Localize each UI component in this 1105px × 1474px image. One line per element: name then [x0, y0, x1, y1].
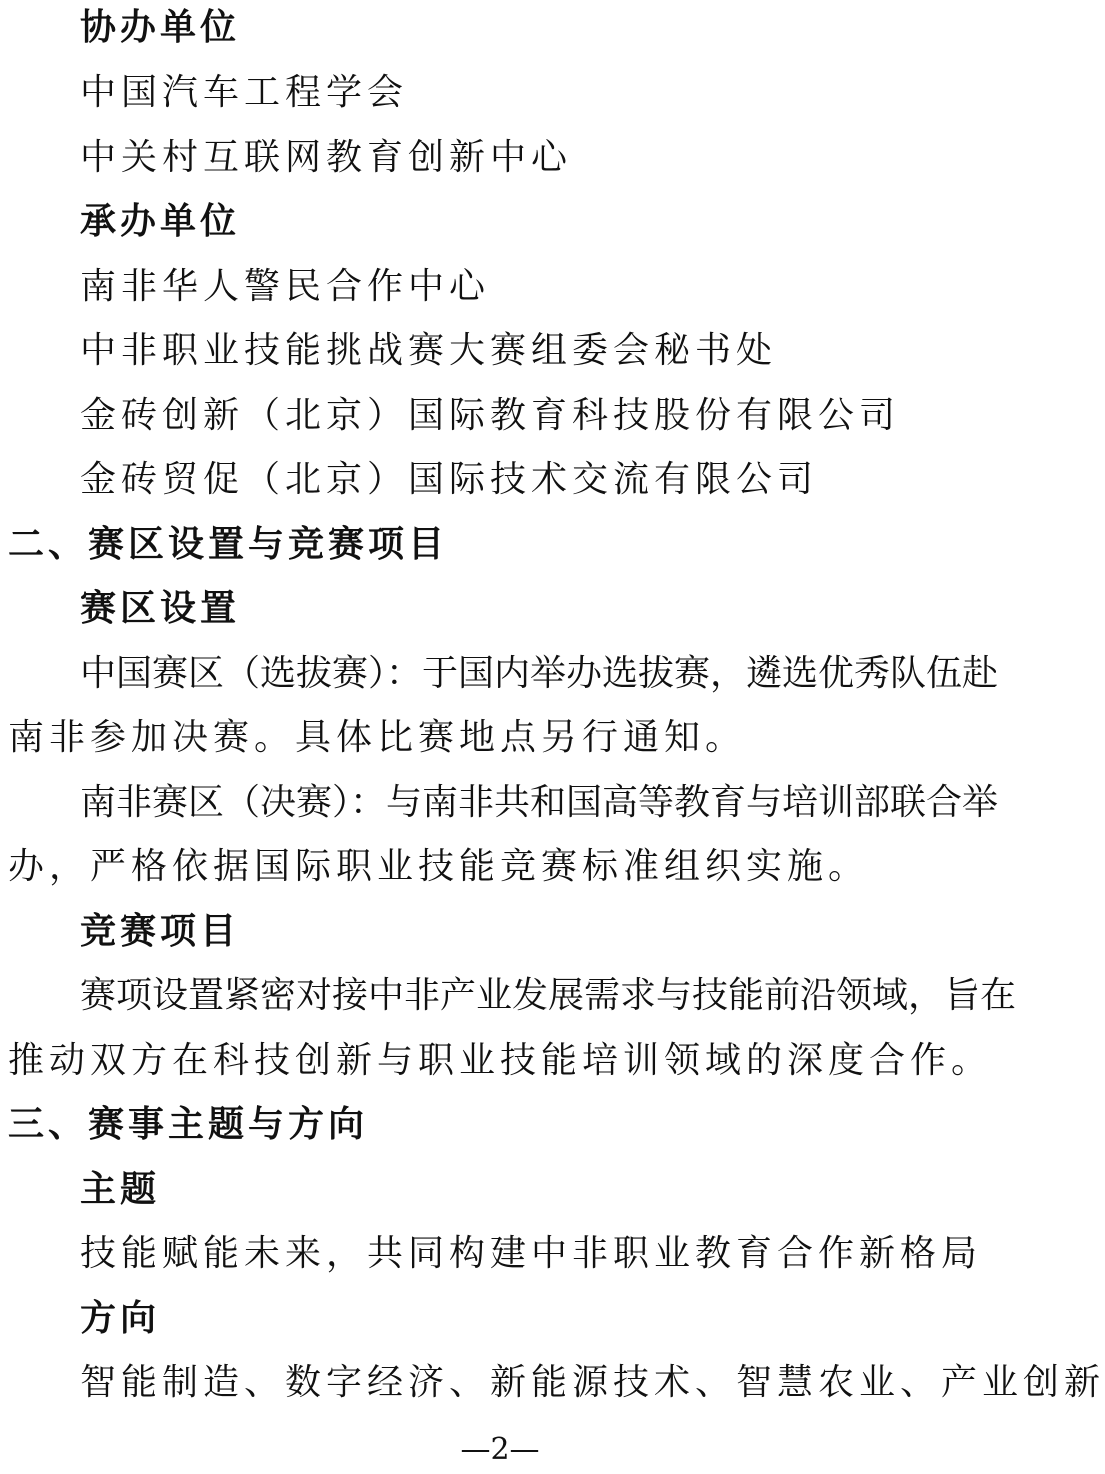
co-organizer-item: 中国汽车工程学会 [80, 72, 409, 113]
organizers-heading: 承办单位 [80, 201, 241, 242]
theme-text: 技能赋能未来，共同构建中非职业教育合作新格局 [80, 1233, 983, 1274]
china-zone-text-line-1: 中国赛区（选拔赛）：于国内举办选拔赛，遴选优秀队伍赴 [80, 653, 999, 694]
section-3-heading: 三、赛事主题与方向 [8, 1104, 369, 1145]
organizer-item: 金砖贸促（北京）国际技术交流有限公司 [80, 459, 819, 500]
section-2-heading: 二、赛区设置与竞赛项目 [8, 524, 449, 565]
south-africa-zone-text-line-1: 南非赛区（决赛）：与南非共和国高等教育与培训部联合举 [80, 782, 999, 823]
organizer-item: 南非华人警民合作中心 [80, 266, 491, 307]
projects-text-line-1: 赛项设置紧密对接中非产业发展需求与技能前沿领域，旨在 [80, 975, 1017, 1016]
co-organizers-heading: 协办单位 [80, 7, 241, 48]
organizer-item: 中非职业技能挑战赛大赛组委会秘书处 [80, 330, 778, 371]
organizer-item: 金砖创新（北京）国际教育科技股份有限公司 [80, 395, 901, 436]
projects-text-line-2: 推动双方在科技创新与职业技能培训领域的深度合作。 [8, 1040, 993, 1081]
direction-heading: 方向 [80, 1298, 161, 1339]
theme-heading: 主题 [80, 1169, 161, 1210]
direction-text: 智能制造、数字经济、新能源技术、智慧农业、产业创新 [80, 1362, 1105, 1403]
south-africa-zone-text-line-2: 办，严格依据国际职业技能竞赛标准组织实施。 [8, 846, 870, 887]
co-organizer-item: 中关村互联网教育创新中心 [80, 137, 573, 178]
zones-heading: 赛区设置 [80, 588, 241, 629]
page-number: —2— [460, 1432, 540, 1467]
china-zone-text-line-2: 南非参加决赛。具体比赛地点另行通知。 [8, 717, 747, 758]
projects-heading: 竞赛项目 [80, 911, 241, 952]
